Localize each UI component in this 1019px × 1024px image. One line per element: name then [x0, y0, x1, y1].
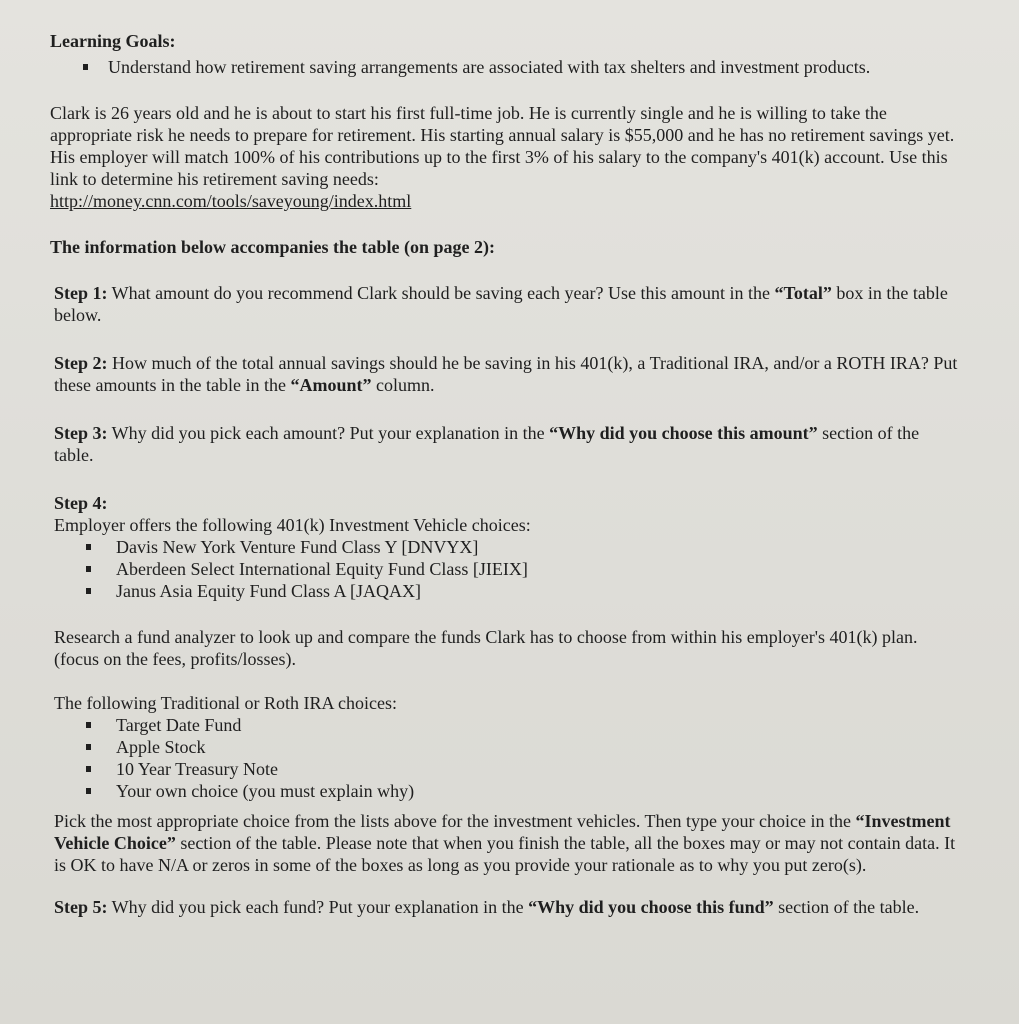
step1-text-a: What amount do you recommend Clark should be saving each year? Use this amount in the: [107, 283, 775, 303]
intro-text: Clark is 26 years old and he is about to start his first full-time job. He is currently single and he is willing to take the appropriate risk he needs to prepare for retirement. His starting annual salary is $55,000 and he has no retirement savings yet. His employer will match 100% of his contributions up to the first 3% of his salary to the company's 401(k) account. Use this link to determine his retirement saving needs:: [50, 103, 955, 189]
bullet-icon: [86, 566, 91, 572]
step5-text-b: section of the table.: [773, 897, 920, 917]
learning-goals-list: [50, 56, 959, 78]
fund-name: Aberdeen Select International Equity Fund Class [JIEIX]: [116, 559, 528, 579]
fund-name: Davis New York Venture Fund Class Y [DNVYX]: [116, 537, 479, 557]
step2-bold: “Amount”: [290, 375, 372, 395]
bullet-icon: [86, 722, 91, 728]
step2-paragraph: [50, 352, 959, 396]
info-heading: The information below accompanies the table (on page 2):: [50, 237, 495, 257]
pick-text-b: section of the table. Please note that when you finish the table, all the boxes may or may not contain data. It is OK to have N/A or zeros in some of the boxes as long as you provide your rationale as to why you put zero(s).: [54, 833, 956, 875]
ira-choice-item: [54, 714, 959, 736]
step1-label: Step 1:: [54, 283, 108, 303]
learning-goal-item: [50, 56, 959, 78]
learning-goals-heading: Learning Goals:: [50, 31, 176, 51]
step3-paragraph: [50, 422, 959, 466]
fund-item: [54, 536, 959, 558]
step3-text-a: Why did you pick each amount? Put your explanation in the: [107, 423, 550, 443]
learning-goal-text: Understand how retirement saving arrangements are associated with tax shelters and investment products.: [108, 57, 871, 77]
bullet-icon: [86, 588, 91, 594]
step1-text-b: box in the table below.: [54, 283, 948, 325]
research-paragraph: Research a fund analyzer to look up and compare the funds Clark has to choose from within his employer's 401(k) plan. (focus on the fees, profits/losses).: [54, 627, 918, 669]
ira-choice-item: [54, 758, 959, 780]
bullet-icon: [83, 64, 88, 70]
intro-paragraph: [50, 102, 959, 212]
step1-paragraph: [50, 282, 959, 326]
bullet-icon: [86, 544, 91, 550]
step1-bold: “Total”: [774, 283, 832, 303]
fund-list: [54, 536, 959, 602]
fund-name: Janus Asia Equity Fund Class A [JAQAX]: [116, 581, 422, 601]
step5-label: Step 5:: [54, 897, 108, 917]
ira-choices-intro: The following Traditional or Roth IRA choices:: [54, 693, 397, 713]
saveyoung-link[interactable]: http://money.cnn.com/tools/saveyoung/index.html: [50, 191, 412, 211]
ira-choice-item: [54, 736, 959, 758]
step4-label: Step 4:: [54, 493, 108, 513]
step2-label: Step 2:: [54, 353, 108, 373]
ira-choice-text: Apple Stock: [116, 737, 206, 757]
ira-choice-list: [54, 714, 959, 802]
step3-text-b: section of the table.: [54, 423, 920, 465]
step3-bold: “Why did you choose this amount”: [549, 423, 818, 443]
step4-section: [50, 492, 959, 876]
bullet-icon: [86, 766, 91, 772]
ira-choice-text: 10 Year Treasury Note: [116, 759, 278, 779]
step5-text-a: Why did you pick each fund? Put your explanation in the: [107, 897, 529, 917]
step2-text-b: column.: [371, 375, 435, 395]
ira-choice-text: Target Date Fund: [116, 715, 242, 735]
step5-bold: “Why did you choose this fund”: [528, 897, 774, 917]
step5-paragraph: [50, 896, 959, 918]
pick-text-a: Pick the most appropriate choice from the lists above for the investment vehicles. Then type your choice in the: [54, 811, 856, 831]
fund-item: [54, 580, 959, 602]
ira-choice-item: [54, 780, 959, 802]
bullet-icon: [86, 788, 91, 794]
pick-bold: “Investment Vehicle Choice”: [54, 811, 951, 853]
bullet-icon: [86, 744, 91, 750]
pick-paragraph: [54, 810, 959, 876]
ira-choice-text: Your own choice (you must explain why): [116, 781, 415, 801]
employer-choices-intro: Employer offers the following 401(k) Investment Vehicle choices:: [54, 515, 531, 535]
step2-text-a: How much of the total annual savings should he be saving in his 401(k), a Traditional IRA, and/or a ROTH IRA? Put these amounts in the table in the: [54, 353, 958, 395]
fund-item: [54, 558, 959, 580]
step3-label: Step 3:: [54, 423, 108, 443]
